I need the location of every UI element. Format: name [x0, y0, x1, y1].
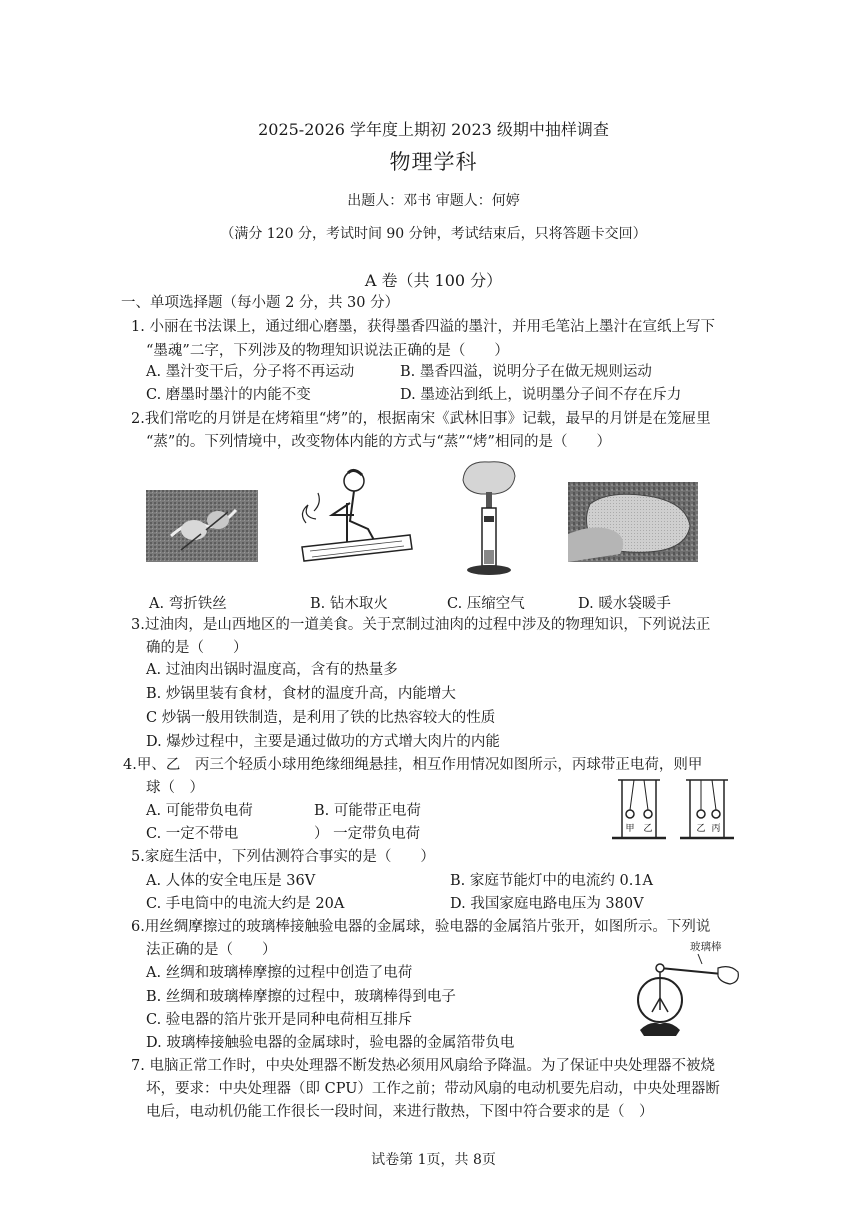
q2-caption-a: A. 弯折铁丝	[149, 596, 227, 612]
q3-option-a: A. 过油肉出锅时温度高，含有的热量多	[146, 662, 398, 678]
section-heading: 一、单项选择题（每小题 2 分，共 30 分）	[121, 295, 400, 311]
q5-stem: 5.家庭生活中，下列估测符合事实的是（ ）	[131, 849, 435, 865]
q6-option-d: D. 玻璃棒接触验电器的金属球时，验电器的金属箔带负电	[146, 1035, 515, 1051]
ball-label-bing: 丙	[711, 824, 721, 834]
ball-label-jia: 甲	[625, 824, 635, 834]
q4-stem-2: 球（ ）	[146, 780, 204, 796]
q1-option-c: C. 磨墨时墨汁的内能不变	[146, 387, 311, 403]
electroscope-diagram	[626, 938, 746, 1050]
authors-line: 出题人：邓书 审题人：何婷	[347, 193, 520, 209]
q5-option-b: B. 家庭节能灯中的电流约 0.1A	[450, 873, 654, 889]
q6-option-c: C. 验电器的箔片张开是同种电荷相互排斥	[146, 1012, 413, 1028]
q2-caption-c: C. 压缩空气	[447, 596, 525, 612]
q4-option-a: A. 可能带负电荷	[146, 803, 253, 819]
hot-water-bag-image	[568, 482, 698, 562]
q5-option-a: A. 人体的安全电压是 36V	[146, 873, 316, 889]
exam-note: （满分 120 分，考试时间 90 分钟，考试结束后，只将答题卡交回）	[220, 226, 647, 242]
q6-stem-1: 6.用丝绸摩擦过的玻璃棒接触验电器的金属球，验电器的金属箔片张开，如图所示。下列说	[131, 919, 711, 935]
drilling-wood-fire-image	[292, 463, 416, 567]
q3-stem-1: 3.过油肉，是山西地区的一道美食。关于烹制过油肉的过程中涉及的物理知识，下列说法正	[131, 617, 711, 633]
q6-option-a: A. 丝绸和玻璃棒摩擦的过程中创造了电荷	[146, 965, 413, 981]
paper-a-heading: A 卷（共 100 分）	[364, 271, 503, 290]
q4-stem-1: 4.甲、乙 丙三个轻质小球用绝缘细绳悬挂，相互作用情况如图所示，丙球带正电荷，则甲	[123, 757, 703, 773]
q4-option-d: ） 一定带负电荷	[314, 826, 421, 842]
q3-option-c: C 炒锅一般用铁制造，是利用了铁的比热容较大的性质	[146, 710, 496, 726]
ball-label-yi-2: 乙	[696, 824, 706, 834]
q6-option-b: B. 丝绸和玻璃棒摩擦的过程中，玻璃棒得到电子	[146, 989, 456, 1005]
q4-option-b: B. 可能带正电荷	[314, 803, 421, 819]
bending-wire-image	[146, 490, 258, 562]
subject-title: 物理学科	[389, 150, 478, 174]
q2-stem-2: “蒸”的。下列情境中，改变物体内能的方式与“蒸”“烤”相同的是（ ）	[146, 434, 611, 450]
q4-option-c: C. 一定不带电	[146, 826, 239, 842]
q1-stem-1: 1. 小丽在书法课上，通过细心磨墨，获得墨香四溢的墨汁，并用毛笔沾上墨汁在宣纸上写下	[131, 319, 715, 335]
exam-title: 2025-2026 学年度上期初 2023 级期中抽样调查	[258, 120, 609, 139]
q1-option-a: A. 墨汁变干后，分子将不再运动	[146, 364, 355, 380]
q3-option-b: B. 炒锅里装有食材，食材的温度升高，内能增大	[146, 686, 456, 702]
q3-stem-2: 确的是（ ）	[146, 640, 248, 656]
q5-option-c: C. 手电筒中的电流大约是 20A	[146, 896, 345, 912]
hanging-balls-diagram	[604, 774, 746, 844]
q6-stem-2: 法正确的是（ ）	[146, 942, 277, 958]
compressing-air-image	[455, 458, 525, 580]
q3-option-d: D. 爆炒过程中，主要是通过做功的方式增大肉片的内能	[146, 734, 500, 750]
q7-stem-1: 7. 电脑正常工作时，中央处理器不断发热必须用风扇给予降温。为了保证中央处理器不被烧	[131, 1058, 715, 1074]
q2-stem-1: 2.我们常吃的月饼是在烤箱里“烤”的，根据南宋《武林旧事》记载，最早的月饼是在笼屉里	[131, 411, 711, 427]
q1-option-d: D. 墨迹沾到纸上，说明墨分子间不存在斥力	[400, 387, 682, 403]
q1-option-b: B. 墨香四溢，说明分子在做无规则运动	[400, 364, 652, 380]
glass-rod-label: 玻璃棒	[690, 941, 722, 953]
q2-caption-d: D. 暖水袋暖手	[578, 596, 671, 612]
q1-stem-2: “墨魂”二字，下列涉及的物理知识说法正确的是（ ）	[146, 343, 509, 359]
page-footer: 试卷第 1页，共 8页	[371, 1152, 496, 1168]
q7-stem-3: 电后，电动机仍能工作很长一段时间，来进行散热，下图中符合要求的是（ ）	[146, 1104, 654, 1120]
ball-label-yi: 乙	[643, 824, 653, 834]
q5-option-d: D. 我国家庭电路电压为 380V	[450, 896, 644, 912]
q2-caption-b: B. 钻木取火	[310, 596, 388, 612]
q7-stem-2: 坏，要求：中央处理器（即 CPU）工作之前；带动风扇的电动机要先启动，中央处理器断	[146, 1081, 720, 1097]
